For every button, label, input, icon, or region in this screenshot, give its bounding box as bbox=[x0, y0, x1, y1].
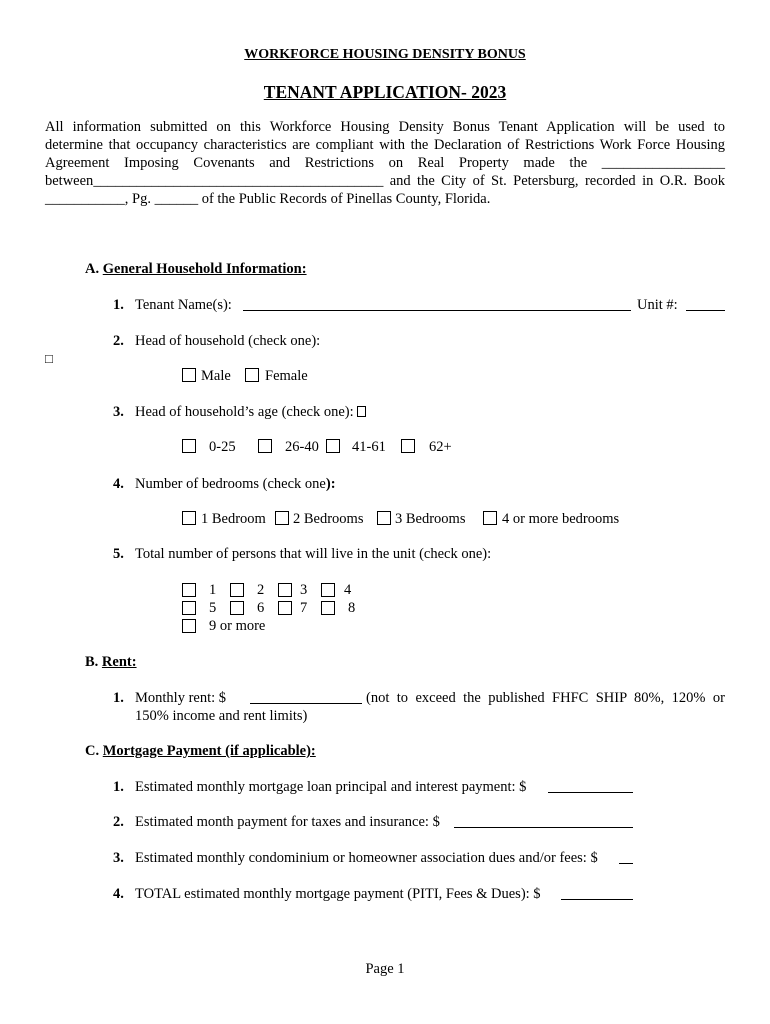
persons-6-label: 6 bbox=[257, 600, 265, 616]
question-number: 5. bbox=[113, 546, 124, 562]
monthly-rent-note: (not to exceed the published FHFC SHIP 80%, 120% or bbox=[366, 690, 725, 706]
bedroom-4-plus-checkbox[interactable] bbox=[483, 511, 497, 525]
section-a-title: General Household Information: bbox=[102, 261, 307, 277]
unit-number-label: Unit #: bbox=[637, 297, 678, 313]
persons-9-plus-checkbox[interactable] bbox=[182, 619, 196, 633]
page-number-blank[interactable]: ______ bbox=[154, 191, 199, 207]
intro-paragraph bbox=[45, 118, 725, 208]
tenant-name-label: Tenant Name(s): bbox=[135, 297, 232, 313]
intro-line-1: All information submitted on this Workforce Housing Density Bonus Tenant Application will be used to bbox=[45, 119, 725, 135]
age-label: Head of household’s age (check one): bbox=[135, 404, 354, 420]
persons-2-checkbox[interactable] bbox=[230, 583, 244, 597]
section-c-heading bbox=[85, 743, 316, 760]
total-mortgage-label: TOTAL estimated monthly mortgage payment (PITI, Fees & Dues): $ bbox=[135, 886, 541, 902]
intro-pg-text: , Pg. bbox=[124, 191, 151, 207]
persons-8-checkbox[interactable] bbox=[321, 601, 335, 615]
tenant-name-row bbox=[113, 297, 232, 314]
hoa-dues-label: Estimated monthly condominium or homeowner association dues and/or fees: $ bbox=[135, 850, 598, 866]
bedrooms-label-end: ): bbox=[325, 476, 336, 492]
question-number: 3. bbox=[113, 850, 124, 866]
question-number: 1. bbox=[113, 690, 124, 706]
form-title: TENANT APPLICATION- 2023 bbox=[263, 82, 507, 102]
age-26-40-label: 26-40 bbox=[285, 439, 319, 455]
persons-4-label: 4 bbox=[344, 582, 352, 598]
hoa-dues-row bbox=[113, 850, 598, 867]
question-number: 2. bbox=[113, 814, 124, 830]
persons-2-label: 2 bbox=[257, 582, 265, 598]
head-of-household-row bbox=[113, 333, 320, 350]
total-mortgage-row bbox=[113, 886, 541, 903]
bedroom-1-checkbox[interactable] bbox=[182, 511, 196, 525]
age-0-25-checkbox[interactable] bbox=[182, 439, 196, 453]
intro-line-3 bbox=[45, 154, 725, 172]
page-number: Page 1 bbox=[365, 961, 405, 977]
persons-4-checkbox[interactable] bbox=[321, 583, 335, 597]
mortgage-pi-row bbox=[113, 779, 526, 796]
persons-6-checkbox[interactable] bbox=[230, 601, 244, 615]
persons-label: Total number of persons that will live in the unit (check one): bbox=[135, 546, 492, 562]
section-a-letter: A. bbox=[85, 261, 100, 277]
persons-8-label: 8 bbox=[348, 600, 356, 616]
persons-1-label: 1 bbox=[209, 582, 217, 598]
question-number: 1. bbox=[113, 297, 124, 313]
persons-7-label: 7 bbox=[300, 600, 308, 616]
female-checkbox[interactable] bbox=[245, 368, 259, 382]
stray-box-glyph: □ bbox=[45, 351, 53, 366]
section-b-title: Rent: bbox=[101, 654, 137, 670]
persons-5-label: 5 bbox=[209, 600, 217, 616]
section-b-letter: B. bbox=[85, 654, 99, 670]
agreement-date-blank[interactable]: _________________ bbox=[601, 155, 725, 171]
persons-3-checkbox[interactable] bbox=[278, 583, 292, 597]
male-checkbox[interactable] bbox=[182, 368, 196, 382]
question-number: 4. bbox=[113, 476, 124, 492]
female-option-label: Female bbox=[265, 368, 308, 384]
hoa-dues-field[interactable] bbox=[619, 850, 633, 864]
bedroom-3-label: 3 Bedrooms bbox=[395, 511, 466, 527]
age-41-61-label: 41-61 bbox=[352, 439, 386, 455]
monthly-rent-label: Monthly rent: $ bbox=[135, 690, 227, 706]
age-row bbox=[113, 404, 366, 421]
bedroom-2-label: 2 Bedrooms bbox=[293, 511, 364, 527]
taxes-insurance-row bbox=[113, 814, 440, 831]
between-party-blank[interactable]: ________________________________________ bbox=[93, 173, 384, 189]
question-number: 2. bbox=[113, 333, 124, 349]
mortgage-pi-field[interactable] bbox=[548, 779, 633, 793]
bedroom-3-checkbox[interactable] bbox=[377, 511, 391, 525]
persons-row bbox=[113, 546, 491, 563]
question-number: 1. bbox=[113, 779, 124, 795]
section-c-title: Mortgage Payment (if applicable): bbox=[102, 743, 316, 759]
age-62-plus-checkbox[interactable] bbox=[401, 439, 415, 453]
tenant-name-field[interactable] bbox=[243, 297, 631, 311]
monthly-rent-note-cont: 150% income and rent limits) bbox=[135, 708, 308, 724]
bedroom-4-plus-label: 4 or more bedrooms bbox=[502, 511, 620, 527]
taxes-insurance-field[interactable] bbox=[454, 814, 633, 828]
bedroom-1-label: 1 Bedroom bbox=[201, 511, 266, 527]
question-number: 4. bbox=[113, 886, 124, 902]
mortgage-pi-label: Estimated monthly mortgage loan principal and interest payment: $ bbox=[135, 779, 527, 795]
question-number: 3. bbox=[113, 404, 124, 420]
bedroom-2-checkbox[interactable] bbox=[275, 511, 289, 525]
persons-1-checkbox[interactable] bbox=[182, 583, 196, 597]
intro-line-4-text: and the City of St. Petersburg, recorded in O.R. Book bbox=[389, 173, 725, 189]
monthly-rent-field[interactable] bbox=[250, 690, 362, 704]
head-of-household-label: Head of household (check one): bbox=[135, 333, 321, 349]
persons-7-checkbox[interactable] bbox=[278, 601, 292, 615]
taxes-insurance-label: Estimated month payment for taxes and insurance: $ bbox=[135, 814, 440, 830]
section-c-letter: C. bbox=[85, 743, 100, 759]
program-title: WORKFORCE HOUSING DENSITY BONUS bbox=[244, 47, 526, 62]
unit-number-field[interactable] bbox=[686, 297, 725, 311]
persons-3-label: 3 bbox=[300, 582, 308, 598]
intro-between-text: between bbox=[45, 173, 94, 189]
intro-line-2: determine that occupancy characteristics are compliant with the Declaration of Restrictions Work Force Housing bbox=[45, 137, 725, 153]
male-option-label: Male bbox=[201, 368, 231, 384]
monthly-rent-row bbox=[113, 690, 226, 707]
persons-5-checkbox[interactable] bbox=[182, 601, 196, 615]
bedrooms-label: Number of bedrooms (check one bbox=[135, 476, 326, 492]
age-0-25-label: 0-25 bbox=[209, 439, 236, 455]
section-b-heading bbox=[85, 654, 137, 671]
age-62-plus-label: 62+ bbox=[429, 439, 452, 455]
intro-line-3-text: Agreement Imposing Covenants and Restrictions on Real Property made the bbox=[45, 155, 588, 171]
intro-line-5 bbox=[45, 190, 725, 208]
intro-line-5-text: of the Public Records of Pinellas County, Florida. bbox=[201, 191, 491, 207]
age-26-40-checkbox[interactable] bbox=[258, 439, 272, 453]
age-inline-box-glyph bbox=[357, 406, 366, 417]
bedrooms-row bbox=[113, 476, 336, 493]
or-book-blank[interactable]: ___________ bbox=[45, 191, 125, 207]
total-mortgage-field[interactable] bbox=[561, 886, 633, 900]
persons-9-plus-label: 9 or more bbox=[209, 618, 266, 634]
age-41-61-checkbox[interactable] bbox=[326, 439, 340, 453]
section-a-heading bbox=[85, 261, 307, 278]
intro-line-4 bbox=[45, 172, 725, 190]
